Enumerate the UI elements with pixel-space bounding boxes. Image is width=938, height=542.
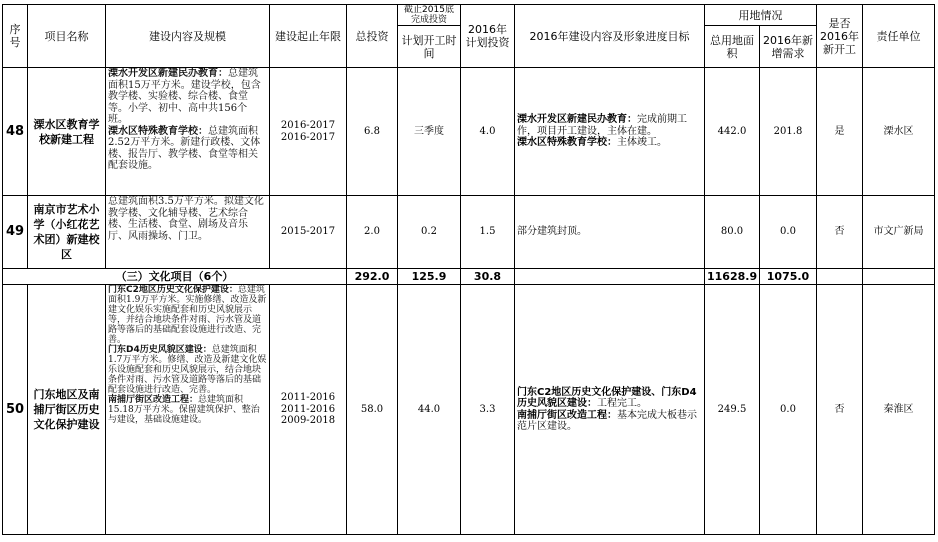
header-land-total: 总用地面积 — [705, 26, 760, 68]
header-unit: 责任单位 — [863, 5, 935, 68]
row-content — [106, 196, 270, 269]
row-land-total: 80.0 — [705, 196, 760, 269]
header-plan-2016: 2016年计划投资 — [461, 5, 515, 68]
row-start: 三季度 — [398, 68, 461, 196]
content-heading: 南捕厅街区改造工程： — [108, 395, 199, 405]
table-row — [3, 285, 935, 535]
subtotal-empty — [863, 269, 935, 285]
subtotal-row — [3, 269, 935, 285]
goal-text: 主体竣工。 — [617, 137, 667, 149]
subtotal-land-new: 1075.0 — [760, 269, 817, 285]
year-range: 2011-2016 — [280, 403, 336, 415]
row-name: 门东地区及南捕厅街区历史文化保护建设 — [28, 285, 106, 535]
row-name: 溧水区教育学校新建工程 — [28, 68, 106, 196]
row-plan: 3.3 — [461, 285, 515, 535]
year-range: 2016-2017 — [280, 131, 336, 143]
table-row — [3, 68, 935, 196]
row-total: 58.0 — [347, 285, 398, 535]
subtotal-label: （三）文化项目（6个） — [3, 269, 347, 285]
subtotal-start: 125.9 — [398, 269, 461, 285]
content-heading: 门东C2地区历史文化保护建设： — [108, 285, 238, 295]
subtotal-empty — [817, 269, 863, 285]
header-land-new: 2016年新增需求 — [760, 26, 817, 68]
row-is-new: 是 — [817, 68, 863, 196]
content-text: 总建筑面积2.52万平方米。新建行政楼、文体楼、报告厅、教学楼、食堂等相关配套设施。 — [108, 125, 261, 171]
header-cumulative: 截止2015底完成投资 — [398, 5, 461, 26]
row-total: 6.8 — [347, 68, 398, 196]
row-land-new: 0.0 — [760, 196, 817, 269]
subtotal-land-total: 11628.9 — [705, 269, 760, 285]
content-text: 总建筑面积15万平方米。建设学校，包含教学楼、实验楼、综合楼、食堂等。小学、初中、高中共156个班。 — [108, 68, 261, 125]
row-is-new: 否 — [817, 196, 863, 269]
content-text: 总建筑面积3.5万平方米。拟建文化教学楼、文化辅导楼、艺术综合楼、生活楼、食堂、剧场及音乐厅、风雨操场、门卫。 — [108, 196, 264, 242]
goal-text: 完成前期工作，项目开工建设，主体在建。 — [517, 114, 687, 137]
header-total-investment: 总投资 — [347, 5, 398, 68]
row-goal — [515, 285, 705, 535]
year-range: 2009-2018 — [280, 415, 336, 427]
header-content: 建设内容及规模 — [106, 5, 270, 68]
table-row — [3, 196, 935, 269]
row-plan: 1.5 — [461, 196, 515, 269]
row-name: 南京市艺术小学（小红花艺术团）新建校区 — [28, 196, 106, 269]
year-range: 2011-2016 — [280, 392, 336, 404]
row-plan: 4.0 — [461, 68, 515, 196]
year-range: 2015-2017 — [280, 226, 336, 238]
header-seq: 序号 — [3, 5, 28, 68]
row-land-new: 201.8 — [760, 68, 817, 196]
goal-heading: 溧水开发区新建民办教育： — [517, 114, 637, 126]
row-unit: 秦淮区 — [863, 285, 935, 535]
row-start: 0.2 — [398, 196, 461, 269]
row-land-new: 0.0 — [760, 285, 817, 535]
row-years — [270, 196, 347, 269]
row-content — [106, 285, 270, 535]
row-years — [270, 68, 347, 196]
content-text: 总建筑面积1.9万平方米。实施修缮、改造及新建文化娱乐实施配套和历史风貌展示等，并结合地块条件对雨、污水管及道路等落后的基础配套设施进行改造、完善。 — [108, 285, 267, 345]
project-table — [2, 4, 935, 535]
goal-text: 基本完成大板巷示范片区建设。 — [517, 409, 697, 432]
row-is-new: 否 — [817, 285, 863, 535]
row-unit: 溧水区 — [863, 68, 935, 196]
subtotal-plan: 30.8 — [461, 269, 515, 285]
row-content — [106, 68, 270, 196]
header-start-time: 计划开工时间 — [398, 26, 461, 68]
row-years — [270, 285, 347, 535]
goal-heading: 门东C2地区历史文化保护建设、门东D4历史风貌区建设： — [517, 386, 697, 409]
goal-heading: 溧水区特殊教育学校： — [517, 137, 617, 149]
content-text: 总建筑面积1.7万平方米。修缮、改造及新建文化娱乐设施配套和历史风貌展示，结合地块条件对雨、污水管及道路等落后的基础配套设施进行改造、完善。 — [108, 345, 267, 395]
row-start: 44.0 — [398, 285, 461, 535]
header-goal-2016: 2016年建设内容及形象进度目标 — [515, 5, 705, 68]
row-total: 2.0 — [347, 196, 398, 269]
year-range: 2016-2017 — [280, 120, 336, 131]
row-goal — [515, 196, 705, 269]
row-land-total: 249.5 — [705, 285, 760, 535]
header-land: 用地情况 — [705, 5, 817, 26]
goal-text: 部分建筑封顶。 — [517, 226, 587, 238]
subtotal-total: 292.0 — [347, 269, 398, 285]
content-heading: 溧水开发区新建民办教育： — [108, 68, 228, 79]
goal-heading: 南捕厅街区改造工程： — [517, 409, 617, 421]
content-heading: 溧水区特殊教育学校： — [108, 125, 208, 137]
header-is-new: 是否2016年新开工 — [817, 5, 863, 68]
row-no: 50 — [3, 285, 28, 535]
row-land-total: 442.0 — [705, 68, 760, 196]
row-no: 48 — [3, 68, 28, 196]
subtotal-empty — [515, 269, 705, 285]
content-text: 总建筑面积15.18万平方米。保留建筑保护、整治与建设，基础设施建设。 — [108, 395, 260, 425]
row-goal — [515, 68, 705, 196]
content-heading: 门东D4历史风貌区建设： — [108, 345, 212, 355]
row-no: 49 — [3, 196, 28, 269]
row-unit: 市文广新局 — [863, 196, 935, 269]
header-years: 建设起止年限 — [270, 5, 347, 68]
header-name: 项目名称 — [28, 5, 106, 68]
goal-text: 工程完工。 — [597, 398, 647, 409]
